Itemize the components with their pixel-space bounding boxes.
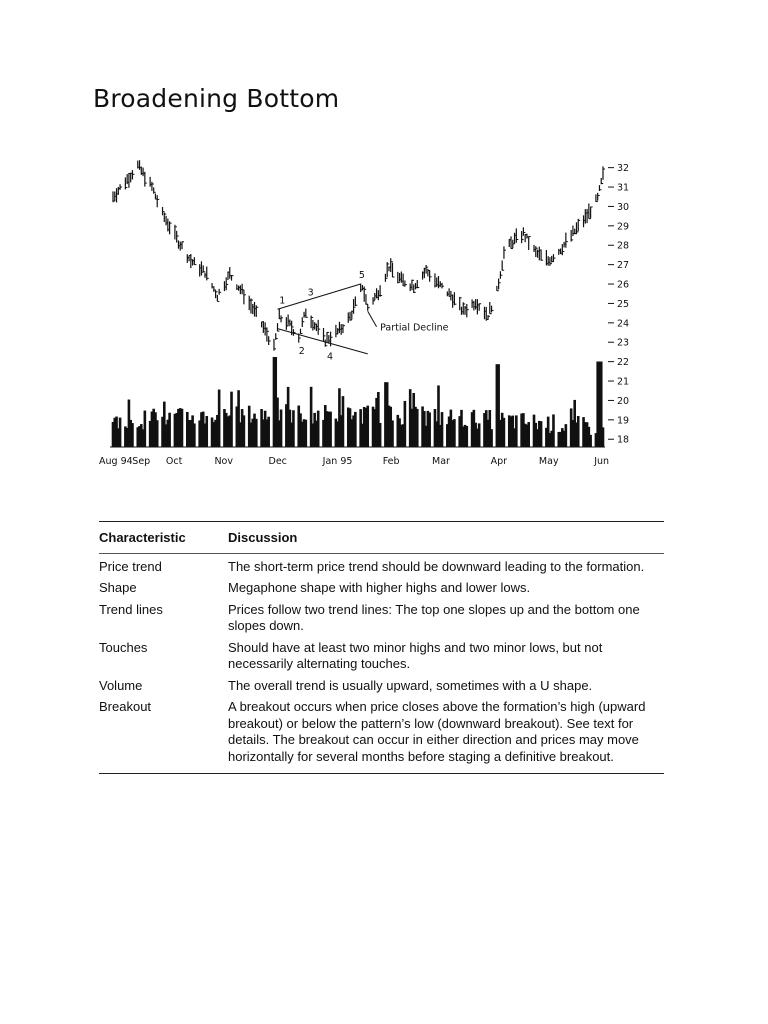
volume-bar xyxy=(267,417,270,447)
row-characteristic: Shape xyxy=(99,580,137,595)
table-row xyxy=(99,638,664,676)
x-tick-label: Oct xyxy=(165,456,183,467)
page-title: Broadening Bottom xyxy=(93,84,340,113)
volume-bar xyxy=(441,412,444,447)
volume-bar xyxy=(119,418,122,447)
y-tick-label: 28 xyxy=(617,240,630,252)
y-tick-label: 24 xyxy=(617,318,630,330)
volume-bar xyxy=(144,411,147,447)
characteristics-table xyxy=(99,521,664,774)
y-tick-label: 20 xyxy=(617,395,630,407)
annotation-label: Partial Decline xyxy=(380,322,449,334)
y-tick-label: 30 xyxy=(617,201,630,213)
row-discussion: Prices follow two trend lines: The top one slopes up and the bottom one slopes down. xyxy=(228,601,640,633)
annotation-label: 2 xyxy=(298,345,305,357)
table-row xyxy=(99,600,664,638)
x-tick-label: Mar xyxy=(432,456,450,467)
x-tick-label: Jun xyxy=(594,456,610,467)
x-tick-label: Dec xyxy=(268,456,287,467)
row-characteristic: Breakout xyxy=(99,699,152,714)
annotations xyxy=(279,270,448,362)
volume-bar xyxy=(181,409,184,447)
volume-bar xyxy=(317,411,320,447)
volume-bar xyxy=(218,390,221,447)
volume-bar xyxy=(205,416,208,447)
y-tick-label: 26 xyxy=(617,279,630,291)
row-characteristic: Price trend xyxy=(99,558,162,574)
volume-bar xyxy=(305,420,308,447)
volume-bar xyxy=(193,423,196,447)
y-tick-label: 31 xyxy=(617,182,630,194)
volume-bar xyxy=(589,435,592,447)
volume-bar xyxy=(366,406,369,447)
volume-bar xyxy=(379,423,382,447)
x-tick-label: Aug 94 xyxy=(99,456,133,467)
x-tick-label: Jan 95 xyxy=(322,456,353,467)
volume-bar xyxy=(354,412,357,447)
volume-bar xyxy=(490,429,493,447)
volume-bar xyxy=(527,422,530,447)
volume-bar xyxy=(565,424,568,447)
volume-bar xyxy=(404,401,407,447)
volume-bar xyxy=(465,426,468,447)
x-tick-label: Apr xyxy=(490,456,508,467)
annotation-label: 1 xyxy=(279,295,286,307)
x-axis xyxy=(99,456,609,467)
y-tick-label: 22 xyxy=(617,357,630,369)
annotation-label: 3 xyxy=(307,287,314,299)
table-row xyxy=(99,578,664,600)
header-characteristic: Characteristic xyxy=(99,530,186,545)
volume-bar xyxy=(243,415,246,447)
volume-bar xyxy=(280,409,283,447)
price-bars xyxy=(113,160,605,350)
y-axis xyxy=(608,163,629,446)
y-tick-label: 32 xyxy=(617,163,630,175)
volume-bar xyxy=(329,412,332,447)
table-row xyxy=(99,697,664,768)
table-body xyxy=(99,554,664,774)
volume-bar xyxy=(515,415,518,447)
chart-svg xyxy=(96,150,656,472)
y-tick-label: 19 xyxy=(617,415,630,427)
volume-bar xyxy=(453,419,456,447)
x-tick-label: Nov xyxy=(214,456,233,467)
table-header-row xyxy=(99,522,664,554)
row-discussion: Should have at least two minor highs and two minor lows, but not necessarily alternating touches. xyxy=(228,639,603,671)
volume-bar xyxy=(478,423,481,447)
trend-lines xyxy=(278,284,377,354)
volume-bar xyxy=(230,392,233,447)
volume-bar xyxy=(391,420,394,447)
volume-bar xyxy=(342,396,345,447)
annotation-label: 5 xyxy=(358,270,365,282)
volume-bar xyxy=(292,410,295,447)
volume-bar xyxy=(602,427,605,447)
volume-bars xyxy=(110,357,605,447)
volume-bar xyxy=(428,412,431,447)
trendline-bottom xyxy=(278,329,368,354)
volume-bar xyxy=(131,423,134,447)
volume-bar xyxy=(552,414,555,447)
header-discussion: Discussion xyxy=(228,530,298,545)
y-tick-label: 18 xyxy=(617,434,630,446)
volume-bar xyxy=(255,419,258,447)
volume-bar xyxy=(416,409,419,447)
row-discussion: The overall trend is usually upward, sometimes with a U shape. xyxy=(228,677,593,693)
volume-bar xyxy=(156,420,159,447)
row-discussion: Megaphone shape with higher highs and lower lows. xyxy=(228,580,531,595)
trendline-top xyxy=(278,284,361,309)
annotation-label: 4 xyxy=(327,351,334,363)
x-tick-label: Feb xyxy=(382,456,400,467)
y-tick-label: 29 xyxy=(617,221,630,233)
volume-bar xyxy=(503,418,506,447)
row-characteristic: Trend lines xyxy=(99,601,163,617)
y-tick-label: 23 xyxy=(617,337,630,349)
row-characteristic: Touches xyxy=(99,639,148,655)
y-tick-label: 27 xyxy=(617,260,630,272)
volume-bar xyxy=(540,421,543,447)
volume-bar xyxy=(577,416,580,447)
price-volume-chart xyxy=(96,150,656,472)
volume-bar xyxy=(168,413,171,447)
y-tick-label: 25 xyxy=(617,298,630,310)
table-row xyxy=(99,556,664,579)
callout-line xyxy=(368,311,377,327)
row-discussion: The short-term price trend should be downward leading to the formation. xyxy=(228,558,645,574)
y-tick-label: 21 xyxy=(617,376,630,388)
row-characteristic: Volume xyxy=(99,677,143,693)
x-tick-label: Sep xyxy=(132,456,151,467)
x-tick-label: May xyxy=(538,456,559,467)
table-row xyxy=(99,676,664,698)
row-discussion: A breakout occurs when price closes above the formation’s high (upward breakout) or below the pattern’s low (downward breakout). See text for details. The breakout can occur in either direction and prices may move horizontally for several months before staging a definitive breakout. xyxy=(228,699,646,764)
